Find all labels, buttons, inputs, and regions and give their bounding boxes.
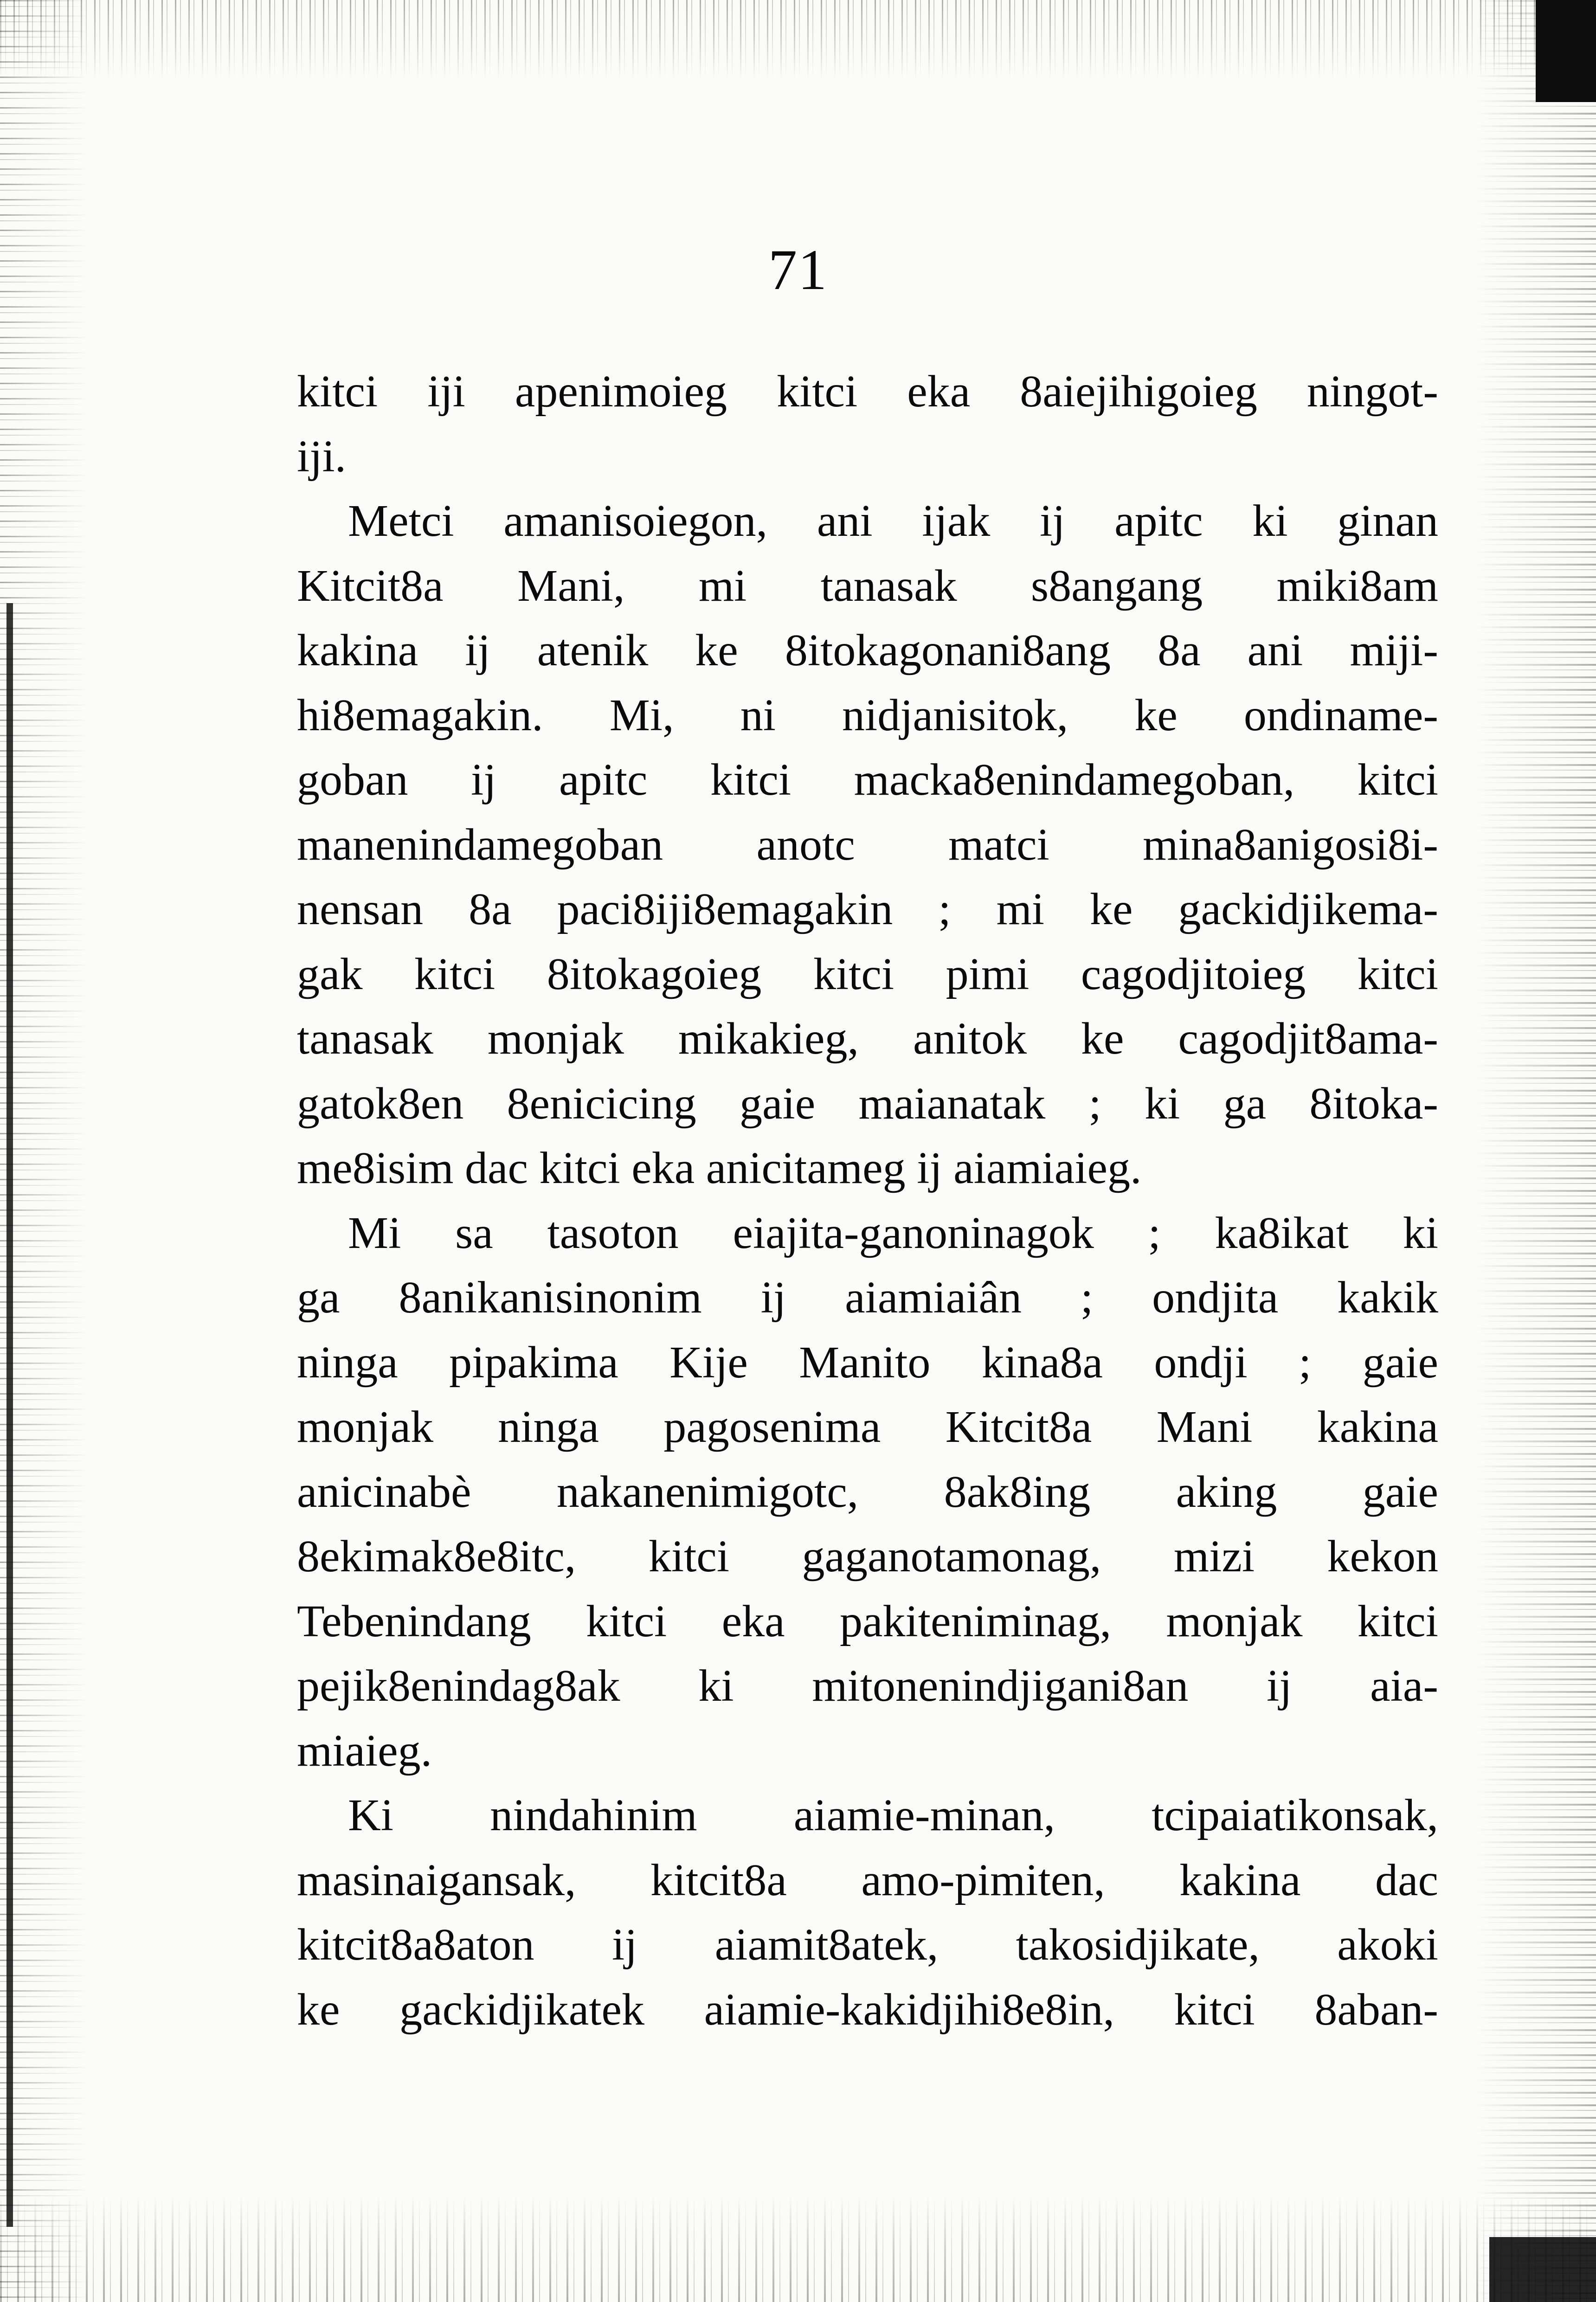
text-line: goban ij apitc kitci macka8enindamegoban, kitci — [297, 755, 1438, 805]
text-line: anicinabè nakanenimigotc, 8ak8ing aking gaie — [297, 1466, 1438, 1517]
text-line: Tebenindang kitci eka pakiteniminag, monjak kitci — [297, 1596, 1438, 1646]
text-line: Metci amanisoiegon, ani ijak ij apitc ki ginan — [348, 496, 1438, 546]
text-line: 8ekimak8e8itc, kitci gaganotamonag, mizi kekon — [297, 1531, 1438, 1582]
text-line: monjak ninga pagosenima Kitcit8a Mani kakina — [297, 1402, 1438, 1452]
scan-top-edge — [0, 0, 1596, 79]
text-line: tanasak monjak mikakieg, anitok ke cagodjit8ama- — [297, 1014, 1438, 1064]
scan-left-binding-shadow — [6, 603, 13, 2227]
text-line: masinaigansak, kitcit8a amo-pimiten, kakina dac — [297, 1855, 1438, 1905]
text-line: kakina ij atenik ke 8itokagonani8ang 8a ani miji- — [297, 625, 1438, 675]
scan-corner-top-right — [1536, 0, 1596, 102]
text-line: ke gackidjikatek aiamie-kakidjihi8e8in, kitci 8aban- — [297, 1984, 1438, 2035]
text-line: iji. — [297, 431, 347, 482]
scan-left-edge — [0, 0, 88, 2302]
text-line: nensan 8a paci8iji8emagakin ; mi ke gackidjikema- — [297, 884, 1438, 934]
text-line: hi8emagakin. Mi, ni nidjanisitok, ke ondiname- — [297, 690, 1438, 740]
text-line: gak kitci 8itokagoieg kitci pimi cagodjitoieg kitci — [297, 949, 1438, 999]
page-number: 71 — [768, 238, 828, 302]
text-line: Mi sa tasoton eiajita-ganoninagok ; ka8ikat ki — [348, 1208, 1438, 1258]
text-line: kitcit8a8aton ij aiamit8atek, takosidjikate, akoki — [297, 1920, 1438, 1970]
text-line: gatok8en 8enicicing gaie maianatak ; ki ga 8itoka- — [297, 1078, 1438, 1129]
text-line: Kitcit8a Mani, mi tanasak s8angang miki8am — [297, 560, 1438, 611]
text-line: manenindamegoban anotc matci mina8anigosi8i- — [297, 819, 1438, 870]
scan-corner-bottom-right — [1489, 2237, 1596, 2302]
text-line: ga 8anikanisinonim ij aiamiaiân ; ondjita kakik — [297, 1273, 1438, 1323]
text-line: kitci iji apenimoieg kitci eka 8aiejihigoieg ningot- — [297, 367, 1438, 417]
scan-bottom-edge — [0, 2195, 1596, 2302]
text-line: ninga pipakima Kije Manito kina8a ondji ; gaie — [297, 1337, 1438, 1388]
text-line: Ki nindahinim aiamie-minan, tcipaiatikonsak, — [348, 1790, 1438, 1840]
text-line: pejik8enindag8ak ki mitonenindjigani8an ij aia- — [297, 1661, 1438, 1711]
body-text — [297, 360, 1438, 2042]
scan-right-edge — [1475, 0, 1596, 2302]
text-line: me8isim dac kitci eka anicitameg ij aiamiaieg. — [297, 1143, 1142, 1193]
text-line: miaieg. — [297, 1725, 432, 1776]
